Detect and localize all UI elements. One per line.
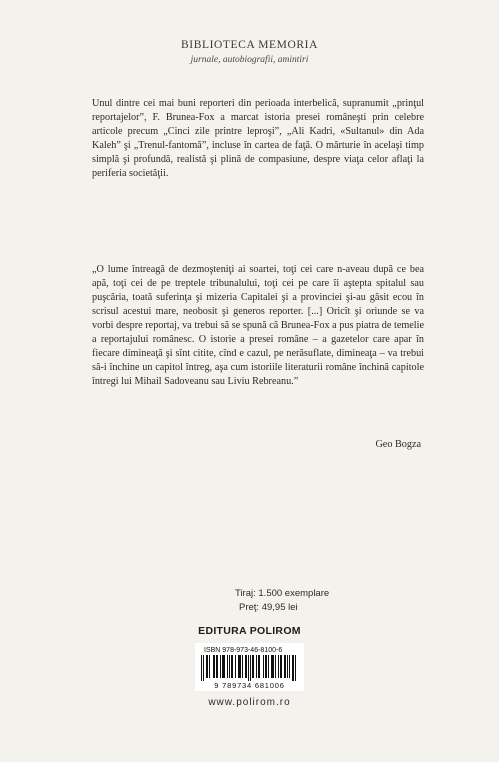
- barcode-bar: [293, 655, 294, 681]
- print-run: Tiraj: 1.500 exemplare: [235, 588, 330, 599]
- barcode-bar: [222, 655, 223, 678]
- barcode-bar: [259, 655, 260, 678]
- barcode-bar: [275, 655, 276, 678]
- barcode-bar: [272, 655, 273, 678]
- barcode-bar: [273, 655, 274, 678]
- barcode-bar: [231, 655, 232, 678]
- barcode-bar: [220, 655, 221, 678]
- barcode-bar: [295, 655, 296, 681]
- barcode-bar: [223, 655, 224, 678]
- barcode-bar: [242, 655, 243, 678]
- barcode-bar: [280, 655, 281, 678]
- barcode-digits: 9 789734 681006: [214, 681, 285, 690]
- quote-author: Geo Bogza: [375, 439, 421, 450]
- barcode-bar: [240, 655, 241, 678]
- barcode-bar: [216, 655, 217, 678]
- barcode-bar: [229, 655, 230, 678]
- barcode-bar: [278, 655, 279, 678]
- barcode-bar: [235, 655, 236, 678]
- barcode-bar: [217, 655, 218, 678]
- barcode-bar: [253, 655, 254, 678]
- barcode-bar: [213, 655, 214, 678]
- barcode-bar: [248, 655, 249, 681]
- barcode-bar: [246, 655, 247, 678]
- barcode-bar: [285, 655, 286, 678]
- barcode-bar: [258, 655, 259, 678]
- print-info: [235, 587, 329, 615]
- book-blurb: Unul dintre cei mai buni reporteri din perioada interbelică, supranumit „prinţul reportajelor”, F. Brunea-Fox a marcat istoria presei româneşti prin celebre articole precum „Cinci zile printre leproşi”, „Ali Kadri, «Sultanul» din Ada Kaleh” şi „Trenul-fantomă”, incluse în cartea de faţă. O mărturie în acelaşi timp simplă şi profundă, realistă şi plină de compasiune, despre viaţa celor aflaţi la periferia societăţii.: [92, 98, 424, 179]
- barcode-bar: [209, 655, 210, 678]
- barcode-bar: [284, 655, 285, 678]
- barcode-bar: [281, 655, 282, 678]
- barcode-bar: [250, 655, 251, 681]
- barcode-image: [200, 655, 299, 681]
- barcode-bar: [239, 655, 240, 678]
- barcode-bar: [238, 655, 239, 678]
- barcode-bar: [227, 655, 228, 678]
- barcode-bar: [265, 655, 266, 678]
- barcode-bar: [201, 655, 202, 681]
- barcode-bar: [203, 655, 204, 681]
- barcode-bar: [224, 655, 225, 678]
- isbn-label: ISBN 978-973-46-8100-6: [204, 647, 283, 654]
- price: Preţ: 49,95 lei: [239, 602, 298, 613]
- barcode-bar: [289, 655, 290, 678]
- barcode-bar: [207, 655, 208, 678]
- barcode-block: [195, 643, 304, 691]
- barcode-bar: [266, 655, 267, 678]
- series-subtitle: jurnale, autobiografii, amintiri: [190, 55, 309, 65]
- barcode-bar: [206, 655, 207, 678]
- quote-text: „O lume întreagă de dezmoşteniţi ai soartei, toţi cei care n-aveau după ce bea apă, toţi cei de pe treptele tribunalului, toţi cei pe care îi aştepta spitalul sau puşcăria, toată suferinţa şi mizeria Capitalei şi a provinciei şi-au găsit ecou în scrisul acestui mare, neobosit şi generos reporter. [...] Oricît şi oriunde se va vorbi despre reportaj, va trebui să se spună că Brunea-Fox a pus piatra de temelie a reportajului românesc. O istorie a presei române – a gazetelor care apar în fiecare dimineaţă şi sînt citite, cînd e cazul, pe nerăsuflate, dimineaţa – va trebui să-i închine un capitol întreg, aşa cum istoriile literaturii române închină capitole întregi lui Mihail Sadoveanu sau Liviu Rebreanu.”: [92, 264, 424, 387]
- barcode-bar: [256, 655, 257, 678]
- series-title: BIBLIOTECA MEMORIA: [181, 39, 318, 51]
- barcode-bar: [292, 655, 293, 681]
- publisher-website: www.polirom.ro: [208, 697, 291, 708]
- barcode-bar: [287, 655, 288, 678]
- barcode-bar: [268, 655, 269, 678]
- barcode-bar: [214, 655, 215, 678]
- barcode-bar: [252, 655, 253, 678]
- publisher-name: EDITURA POLIROM: [198, 625, 301, 637]
- barcode-bar: [232, 655, 233, 678]
- barcode-bar: [245, 655, 246, 678]
- series-header: [0, 38, 499, 66]
- barcode-bar: [263, 655, 264, 678]
- barcode-bar: [271, 655, 272, 678]
